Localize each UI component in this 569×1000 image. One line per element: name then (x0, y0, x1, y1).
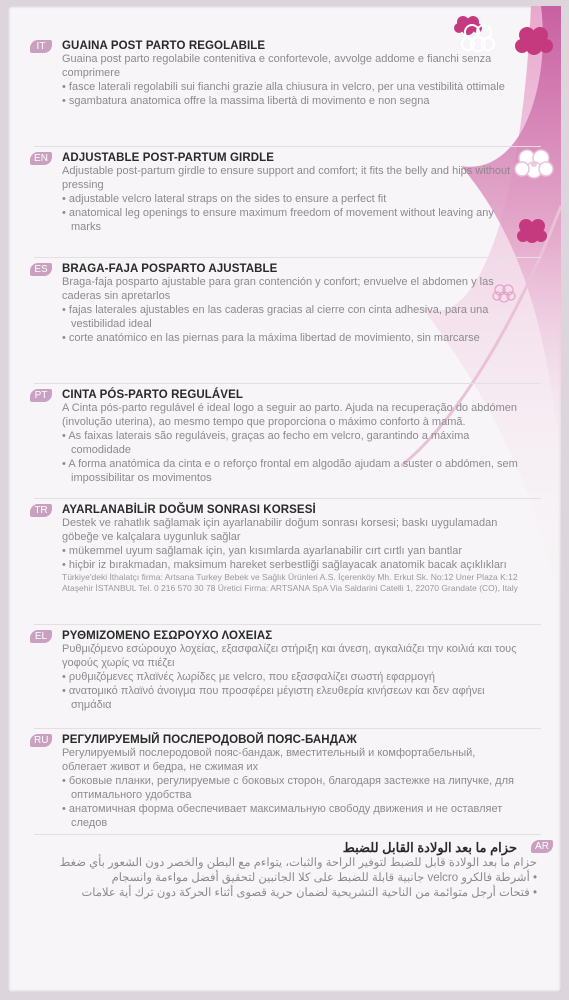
bullet-item: • corte anatómico en las piernas para la máxima libertad de movimiento, sin marcarse (62, 331, 521, 345)
section-title: AYARLANABİLİR DOĞUM SONRASI KORSESİ (62, 504, 316, 516)
section-title: CINTA PÓS-PARTO REGULÁVEL (62, 389, 243, 401)
section-title: GUAINA POST PARTO REGOLABILE (62, 40, 266, 52)
section-tr (32, 504, 521, 594)
section-title: ΡΥΘΜΙΖΟΜΕΝΟ ΕΣΩΡΟΥΧΟ ΛΟΧΕΙΑΣ (62, 630, 273, 642)
section-intro: Destek ve rahatlık sağlamak için ayarlanabilir doğum sonrası korsesi; baskı uygulamadan göbeğe ve kalçalara uygunluk sağlar (62, 517, 498, 543)
divider (34, 257, 541, 258)
bullet-item: • فتحات أرجل متوائمة من الناحية التشريحية لضمان حرية قصوى أثناء الحركة دون ترك أية علامات (36, 886, 537, 901)
section-title: BRAGA-FAJA POSPARTO AJUSTABLE (62, 263, 278, 275)
divider (34, 146, 541, 147)
section-intro: Ρυθμιζόμενο εσώρουχο λοχείας, εξασφαλίζει στήριξη και άνεση, αγκαλιάζει την κοιλιά και τους γοφούς χωρίς να πιέζει (62, 643, 517, 669)
divider (34, 834, 541, 835)
section-intro: Регулируемый послеродовой пояс-бандаж, вместительный и комфортабельный, облегает живот и бедра, не сжимая их (62, 747, 476, 773)
section-intro: Guaina post parto regolabile contenitiva e confortevole, avvolge addome e fianchi senza comprimere (62, 53, 492, 79)
language-code: TR (30, 504, 52, 517)
bullet-item: • adjustable velcro lateral straps on the sides to ensure a perfect fit (62, 192, 521, 206)
section-intro: حزام ما بعد الولادة قابل للضبط لتوفير الراحة والثبات، يتواءم مع البطن والخصر دون الشعور بأي ضغط (59, 857, 537, 869)
divider (34, 624, 541, 625)
package-panel (8, 6, 561, 992)
bullet-item: • fajas laterales ajustables en las caderas gracias al cierre con cinta adhesiva, para una vestibilidad ideal (62, 303, 521, 331)
bullet-item: • anatomical leg openings to ensure maximum freedom of movement without leaving any marks (62, 206, 521, 234)
language-code: IT (30, 40, 52, 53)
section-intro: Adjustable post-partum girdle to ensure support and comfort; it fits the belly and hips without pressing (62, 165, 511, 191)
bullet-item: • hiçbir iz bırakmadan, maksimum hareket serbestliği sağlayacak anatomik bacak açıklıkları (62, 558, 521, 572)
language-code: AR (531, 840, 553, 853)
bullet-item: • sgambatura anatomica offre la massima libertà di movimento e non segna (62, 94, 521, 108)
language-code: PT (30, 389, 52, 402)
language-code: EL (30, 630, 52, 643)
bullet-item: • fasce laterali regolabili sui fianchi grazie alla chiusura in velcro, per una vestibilità ottimale (62, 80, 521, 94)
section-ar (36, 840, 551, 901)
section-title: РЕГУЛИРУЕМЫЙ ПОСЛЕРОДОВОЙ ПОЯС-БАНДАЖ (62, 734, 357, 746)
section-intro: Braga-faja posparto ajustable para gran contención y confort; envuelve el abdomen y las caderas sin apretarlos (62, 276, 494, 302)
section-pt (32, 389, 521, 485)
language-code: RU (30, 734, 52, 747)
divider (34, 728, 541, 729)
bullet-item: • أشرطة فالكرو velcro جانبية قابلة للضبط على كلا الجانبين لتحقيق أفضل مواءمة وانسجام (36, 871, 537, 886)
bullet-item: • A forma anatómica da cinta e o reforço frontal em algodão ajudam a suster o abdómen, sem impossibilitar os movimentos (62, 457, 521, 485)
bullet-item: • анатомичная форма обеспечивает максимальную свободу движения и не оставляет следов (62, 802, 521, 830)
language-code: ES (30, 263, 52, 276)
divider (34, 383, 541, 384)
section-en (32, 152, 521, 234)
section-title: حزام ما بعد الولادة القابل للضبط (342, 840, 517, 855)
bullet-item: • As faixas laterais são reguláveis, graças ao fecho em velcro, garantindo a máxima comodidade (62, 429, 521, 457)
bullet-item: • ρυθμιζόμενες πλαϊνές λωρίδες με velcro, που εξασφαλίζει σωστή εφαρμογή (62, 670, 521, 684)
section-es (32, 263, 521, 345)
importer-info: Türkiye'deki İthalatçı firma: Artsana Turkey Bebek ve Sağlık Ürünleri A.S. İçerenköy Mh. Erkut Sk. No:12 Uner Plaza K:12 Ataşehir İSTANBUL Tel. 0 216 570 30 78 Üretici Firma: ARTSANA SpA Via Saldarini Catelli 1, 22070 Grandate (CO), Italy (62, 572, 518, 593)
section-ru (32, 734, 521, 830)
bullet-item: • боковые планки, регулируемые с боковых сторон, благодаря застежке на липучке, для оптимального удобства (62, 774, 521, 802)
language-code: EN (30, 152, 52, 165)
section-intro: A Cinta pós-parto regulável é ideal logo a seguir ao parto. Ajuda na recuperação do abdómen (involução uterina), ao mesmo tempo que proporciona o máximo conforto à mamã. (62, 402, 517, 428)
section-it (32, 40, 521, 108)
bullet-item: • ανατομικό πλαϊνό άνοιγμα που προσφέρει μέγιστη ελευθερία κινήσεων και δεν αφήνει σημάδια (62, 684, 521, 712)
divider (34, 498, 541, 499)
section-title: ADJUSTABLE POST-PARTUM GIRDLE (62, 152, 275, 164)
section-el (32, 630, 521, 712)
bullet-item: • mükemmel uyum sağlamak için, yan kısımlarda ayarlanabilir cırt cırtlı yan bantlar (62, 544, 521, 558)
